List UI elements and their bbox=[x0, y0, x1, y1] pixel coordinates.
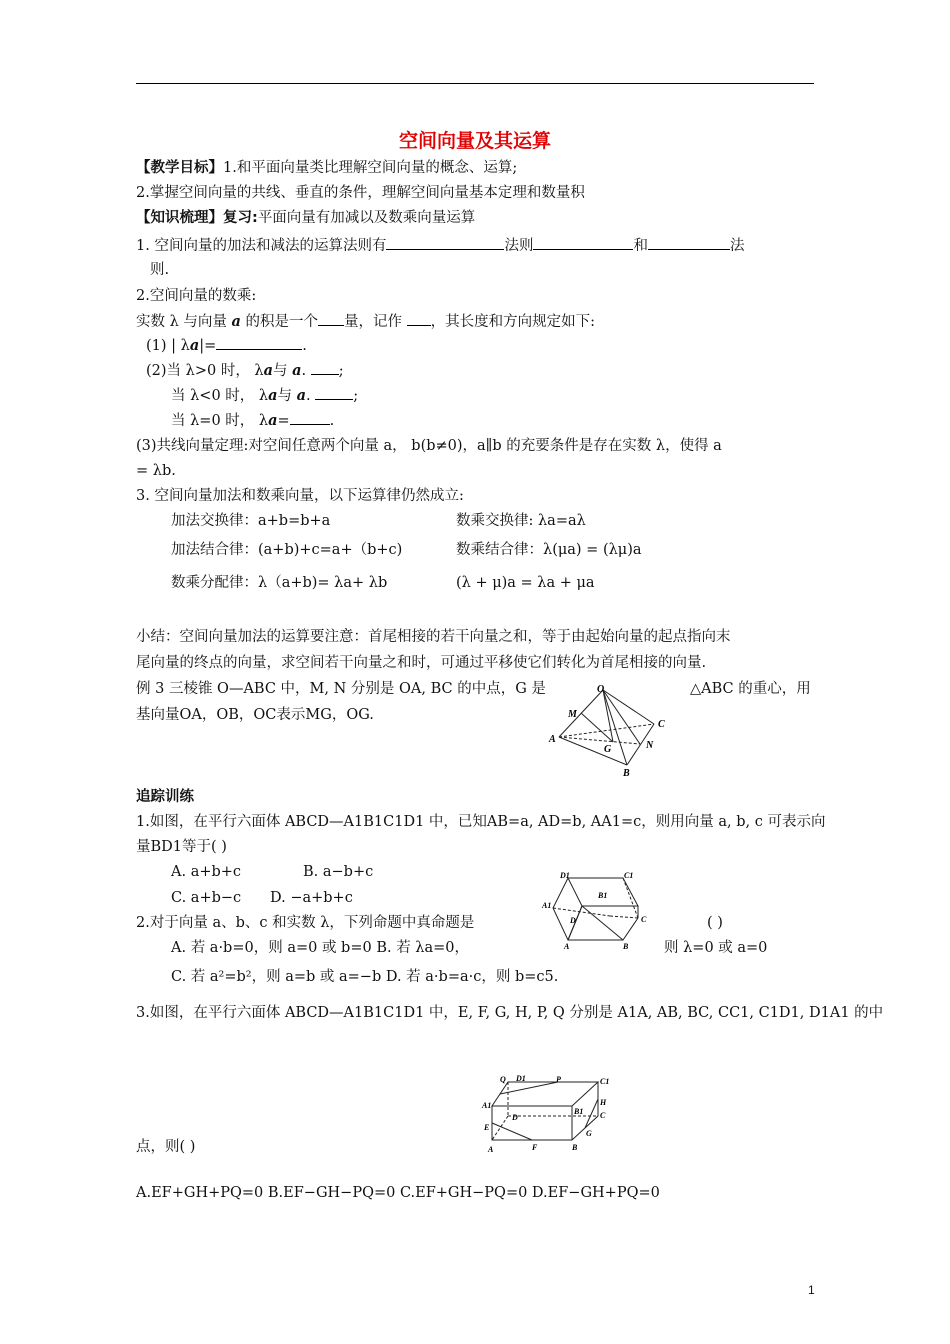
q3-options: A.EF+GH+PQ=0 B.EF−GH−PQ=0 C.EF+GH−PQ=0 D.EF−GH+PQ=0 bbox=[136, 1185, 660, 1201]
q2-line-1: 2.对于向量 a、b、c 和实数 λ，下列命题中真命题是 bbox=[136, 915, 475, 931]
dist2: (λ + μ)a = λa + μa bbox=[456, 575, 595, 591]
p3-a: 当 λ<0 时， λ bbox=[171, 388, 269, 404]
p3-b: 与 bbox=[277, 388, 297, 404]
item2-intro-a: 实数 λ 与向量 bbox=[136, 314, 232, 330]
item2-blank-notation[interactable] bbox=[407, 311, 431, 326]
fig2-label-B1: B1 bbox=[574, 1107, 584, 1116]
label-M: M bbox=[568, 709, 577, 720]
fig1-label-C1: C1 bbox=[624, 871, 634, 880]
q1-option-a: A. a+b+c bbox=[171, 864, 242, 880]
fig2-label-E: E bbox=[484, 1123, 490, 1132]
item2-blank-p3[interactable] bbox=[315, 385, 353, 400]
q1-line-2: 量BD1等于( ) bbox=[136, 839, 227, 855]
q1-option-c: C. a+b−c bbox=[171, 890, 242, 906]
item3-heading: 3. 空间向量加法和数乘向量，以下运算律仍然成立: bbox=[136, 488, 464, 504]
vector-a: a bbox=[268, 412, 278, 429]
fig2-label-B: B bbox=[572, 1143, 578, 1152]
fig2-label-H: H bbox=[600, 1098, 607, 1107]
objectives-line-1 bbox=[136, 158, 517, 178]
example3-line-1a: 例 3 三棱锥 O—ABC 中，M, N 分别是 OA, BC 的中点，G 是 bbox=[136, 681, 546, 697]
page-title: 空间向量及其运算 bbox=[398, 130, 551, 152]
item1-law: 法则 bbox=[504, 238, 534, 254]
p3-c: . bbox=[306, 388, 311, 404]
parallelepiped-figure-1 bbox=[540, 868, 660, 952]
q3-line-1: 3.如图，在平行六面体 ABCD—A1B1C1D1 中，E, F, G, H, P, Q 分别是 A1A, AB, BC, CC1, C1D1, D1A1 的中 bbox=[136, 1005, 884, 1021]
item2-p5: (3)共线向量定理:对空间任意两个向量 a， b(b≠0)，a∥b 的充要条件是存在实数 λ，使得 a bbox=[136, 438, 722, 454]
label-O: O bbox=[597, 684, 605, 695]
vector-a: a bbox=[231, 313, 241, 330]
vector-a: a bbox=[268, 387, 278, 404]
fig1-label-D1: D1 bbox=[560, 871, 570, 880]
p1-b: |= bbox=[199, 338, 217, 354]
q2-option-ab: A. 若 a·b=0，则 a=0 或 b=0 B. 若 λa=0， bbox=[171, 940, 470, 956]
fig2-label-G: G bbox=[586, 1129, 592, 1138]
item2-heading: 2.空间向量的数乘: bbox=[136, 288, 257, 304]
label-B: B bbox=[623, 768, 630, 779]
item1-fa: 法 bbox=[729, 238, 745, 254]
practice-heading: 追踪训练 bbox=[136, 789, 194, 805]
objectives-label: 【教学目标】 bbox=[136, 160, 223, 176]
vector-a: a bbox=[263, 362, 274, 379]
example3-line-1b: △ABC 的重心，用 bbox=[690, 681, 811, 697]
fig2-label-F: F bbox=[532, 1143, 538, 1152]
item2-blank-p4[interactable] bbox=[290, 410, 330, 425]
parallelepiped-figure-2 bbox=[480, 1070, 620, 1158]
p2-c: . bbox=[301, 363, 307, 379]
objectives-line-2: 2.掌握空间向量的共线、垂直的条件，理解空间向量基本定理和数量积 bbox=[136, 185, 585, 201]
label-N: N bbox=[646, 740, 654, 751]
mul-assoc: 数乘结合律：λ(μa) = (λμ)a bbox=[456, 542, 642, 558]
fig2-label-P: P bbox=[556, 1075, 561, 1084]
item2-p2: (2)当 λ>0 时， λa与 a. ; bbox=[146, 362, 344, 379]
label-G: G bbox=[604, 744, 612, 755]
example3-line-2: 基向量OA，OB，OC表示MG，OG. bbox=[136, 707, 374, 723]
item2-intro bbox=[136, 311, 595, 332]
item2-intro-b: 的积是一个 bbox=[240, 314, 319, 330]
item1-blank-1[interactable] bbox=[386, 235, 504, 250]
fig2-label-C1: C1 bbox=[600, 1077, 610, 1086]
item2-blank-length[interactable] bbox=[216, 335, 302, 350]
pyramid-figure bbox=[545, 680, 675, 780]
p4-b: = bbox=[277, 413, 290, 429]
item1-text: 1. 空间向量的加法和减法的运算法则有 bbox=[136, 238, 387, 254]
header-rule bbox=[136, 83, 814, 84]
fig2-label-A1: A1 bbox=[482, 1101, 492, 1110]
item2-p3: 当 λ<0 时， λa与 a. ; bbox=[171, 387, 359, 404]
q1-option-d: D. −a+b+c bbox=[270, 890, 353, 906]
review-text: 平面向量有加减以及数乘向量运算 bbox=[257, 210, 476, 226]
q2-option-b-tail: 则 λ=0 或 a=0 bbox=[664, 940, 768, 956]
item1-blank-3[interactable] bbox=[648, 235, 730, 250]
q1-option-b: B. a−b+c bbox=[303, 864, 374, 880]
item2-blank-kind[interactable] bbox=[318, 311, 344, 326]
mul-comm: 数乘交换律: λa=aλ bbox=[456, 513, 586, 529]
item2-p1: (1) | λa|= . bbox=[146, 337, 307, 354]
item2-p4: 当 λ=0 时， λa= . bbox=[171, 412, 335, 429]
add-comm: 加法交换律：a+b=b+a bbox=[171, 513, 331, 529]
fig1-label-B: B bbox=[623, 942, 629, 951]
item2-blank-p2[interactable] bbox=[311, 360, 339, 375]
page-number: 1 bbox=[808, 1283, 815, 1297]
fig1-label-A: A bbox=[564, 942, 570, 951]
add-assoc: 加法结合律：(a+b)+c=a+（b+c) bbox=[171, 542, 403, 558]
item2-intro-d: ，其长度和方向规定如下: bbox=[430, 314, 596, 330]
fig2-label-D1: D1 bbox=[516, 1074, 526, 1083]
fig2-label-Q: Q bbox=[500, 1075, 506, 1084]
q2-paren: ( ) bbox=[707, 915, 723, 931]
fig2-label-A: A bbox=[488, 1145, 494, 1154]
fig1-label-A1: A1 bbox=[542, 901, 552, 910]
label-A: A bbox=[549, 734, 556, 745]
p2-a: (2)当 λ>0 时， λ bbox=[146, 363, 264, 379]
q1-line-1: 1.如图，在平行六面体 ABCD—A1B1C1D1 中，已知AB=a, AD=b, AA1=c，则用向量 a, b, c 可表示向 bbox=[136, 814, 826, 830]
vector-a: a bbox=[189, 337, 200, 354]
summary-line-2: 尾向量的终点的向量，求空间若干向量之和时，可通过平移使它们转化为首尾相接的向量. bbox=[136, 655, 707, 671]
vector-a: a bbox=[296, 387, 307, 404]
item1-blank-2[interactable] bbox=[533, 235, 633, 250]
p4-a: 当 λ=0 时， λ bbox=[171, 413, 269, 429]
review-line bbox=[136, 208, 475, 228]
p2-b: 与 bbox=[273, 363, 293, 379]
q2-option-cd: C. 若 a²=b²，则 a=b 或 a=−b D. 若 a·b=a·c，则 b=c5. bbox=[171, 969, 559, 985]
fig2-label-C: C bbox=[600, 1111, 606, 1120]
label-C: C bbox=[658, 719, 665, 730]
summary-line-1: 小结：空间向量加法的运算要注意：首尾相接的若干向量之和，等于由起始向量的起点指向末 bbox=[136, 629, 731, 645]
fig2-label-D: D bbox=[512, 1113, 518, 1122]
item1-ze: 则. bbox=[150, 262, 170, 278]
fig1-label-C: C bbox=[641, 915, 647, 924]
fig1-label-B1: B1 bbox=[598, 891, 608, 900]
vector-a: a bbox=[292, 362, 302, 379]
dist: 数乘分配律：λ（a+b)= λa+ λb bbox=[171, 575, 388, 591]
item1-line bbox=[136, 235, 744, 256]
q3-line-2: 点，则( ) bbox=[136, 1139, 196, 1155]
p1-a: (1) | λ bbox=[146, 338, 190, 354]
fig1-label-D: D bbox=[570, 916, 576, 925]
item2-p5b: = λb. bbox=[136, 463, 176, 479]
item1-and: 和 bbox=[633, 238, 648, 254]
review-label: 【知识梳理】复习: bbox=[136, 210, 258, 226]
objectives-text-1: 1.和平面向量类比理解空间向量的概念、运算; bbox=[223, 160, 518, 176]
item2-intro-c: 量，记作 bbox=[344, 314, 407, 330]
